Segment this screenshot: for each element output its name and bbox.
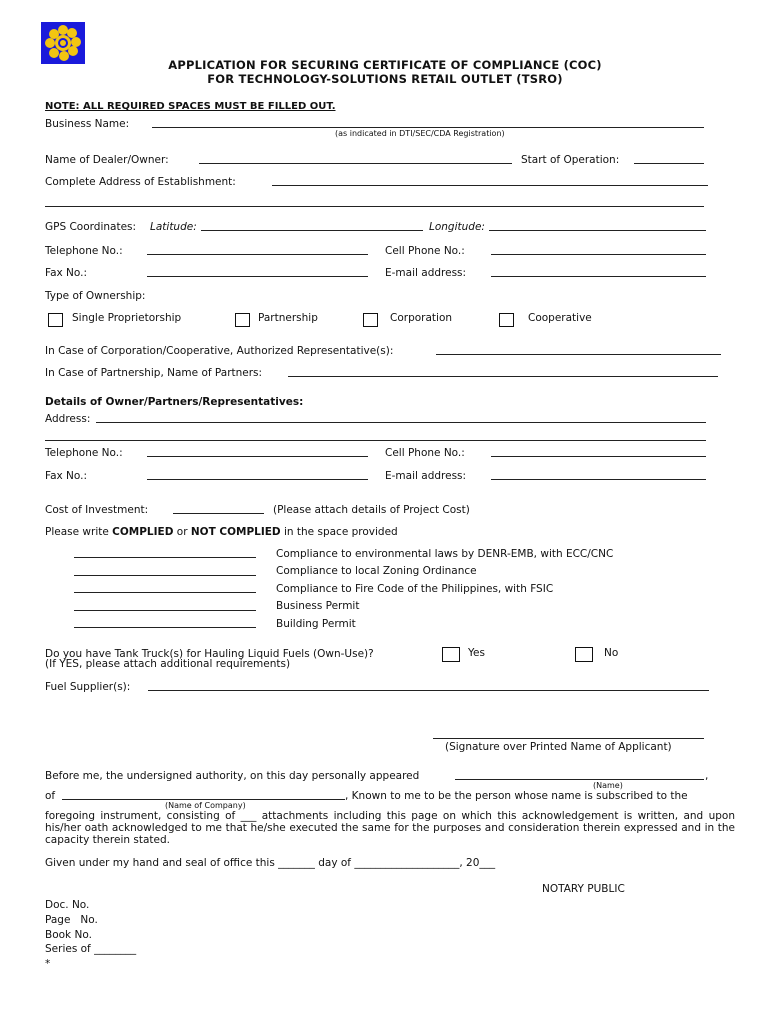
cellphone-label: Cell Phone No.:: [385, 245, 465, 257]
corporation-label: Corporation: [390, 312, 453, 324]
compliance-field-5[interactable]: [74, 627, 256, 628]
tank-truck-question: Do you have Tank Truck(s) for Hauling Liquid Fuels (Own-Use)?: [45, 648, 374, 660]
compliance-item-1: Compliance to environmental laws by DENR-EMB, with ECC/CNC: [276, 548, 614, 560]
owner-cellphone-field[interactable]: [491, 456, 706, 457]
start-operation-field[interactable]: [634, 163, 704, 164]
instr-not-complied: NOT COMPLIED: [190, 526, 281, 538]
owner-email-field[interactable]: [491, 479, 706, 480]
compliance-item-5: Building Permit: [276, 618, 356, 630]
compliance-instruction: [45, 526, 398, 538]
business-name-hint: (as indicated in DTI/SEC/CDA Registration): [335, 129, 505, 138]
agency-logo: [41, 22, 85, 64]
single-proprietorship-checkbox[interactable]: [48, 313, 63, 327]
dealer-owner-field[interactable]: [199, 163, 512, 164]
tank-truck-no-label: No: [604, 647, 619, 659]
instr-or: or: [176, 526, 188, 538]
compliance-item-2: Compliance to local Zoning Ordinance: [276, 565, 477, 577]
appeared-name-field[interactable]: [455, 779, 704, 780]
corp-coop-representative-field[interactable]: [436, 354, 721, 355]
signature-field[interactable]: [433, 738, 704, 739]
fax-label: Fax No.:: [45, 267, 88, 279]
ownership-type-label: Type of Ownership:: [45, 290, 146, 302]
start-operation-label: Start of Operation:: [521, 154, 620, 166]
cost-investment-label: Cost of Investment:: [45, 504, 149, 516]
tank-truck-yes-label: Yes: [468, 647, 485, 659]
title-line-2: FOR TECHNOLOGY-SOLUTIONS RETAIL OUTLET (TSRO): [207, 72, 563, 86]
given-under-hand: Given under my hand and seal of office this _______ day of ____________________, 20___: [45, 857, 496, 869]
instr-pre: Please write: [45, 526, 109, 538]
partners-field[interactable]: [288, 376, 718, 377]
business-name-field[interactable]: [152, 127, 704, 128]
owner-email-label: E-mail address:: [385, 470, 467, 482]
acknowledgement-paragraph: foregoing instrument, consisting of ___ attachments including this page on which this acknowledgement is written, and upon his/her oath acknowledged to me that he/she executed the same for the purposes and consideration therein expressed and in the capacity therein stated.: [45, 810, 735, 846]
title-line-1: APPLICATION FOR SECURING CERTIFICATE OF COMPLIANCE (COC): [168, 58, 602, 72]
name-hint: (Name): [593, 781, 623, 790]
asterisk: *: [45, 958, 51, 970]
compliance-item-3: Compliance to Fire Code of the Philippines, with FSIC: [276, 583, 554, 595]
cellphone-field[interactable]: [491, 254, 706, 255]
page-no: Page No.: [45, 914, 98, 926]
compliance-field-4[interactable]: [74, 610, 256, 611]
appeared-comma: ,: [705, 770, 709, 782]
series-of: Series of ________: [45, 943, 137, 955]
instr-complied: COMPLIED: [112, 526, 174, 538]
known-text: , Known to me to be the person whose name is subscribed to the: [345, 790, 688, 802]
complete-address-label: Complete Address of Establishment:: [45, 176, 236, 188]
telephone-label: Telephone No.:: [45, 245, 123, 257]
partnership-label: Partnership: [258, 312, 318, 324]
doc-no: Doc. No.: [45, 899, 90, 911]
corp-coop-representative-label: In Case of Corporation/Cooperative, Authorized Representative(s):: [45, 345, 394, 357]
dealer-owner-label: Name of Dealer/Owner:: [45, 154, 169, 166]
longitude-field[interactable]: [489, 230, 706, 231]
signature-caption: (Signature over Printed Name of Applicant): [445, 741, 672, 753]
tank-truck-yes-checkbox[interactable]: [442, 647, 460, 662]
cost-investment-note: (Please attach details of Project Cost): [273, 504, 470, 516]
company-name-field[interactable]: [62, 799, 345, 800]
latitude-label: Latitude:: [150, 221, 197, 233]
email-label: E-mail address:: [385, 267, 467, 279]
company-hint: (Name of Company): [165, 801, 246, 810]
fuel-supplier-label: Fuel Supplier(s):: [45, 681, 131, 693]
gps-label: GPS Coordinates:: [45, 221, 137, 233]
corporation-checkbox[interactable]: [363, 313, 378, 327]
note: NOTE: ALL REQUIRED SPACES MUST BE FILLED OUT.: [45, 101, 336, 112]
book-no: Book No.: [45, 929, 92, 941]
latitude-field[interactable]: [201, 230, 423, 231]
complete-address-field[interactable]: [272, 185, 708, 186]
owner-fax-label: Fax No.:: [45, 470, 88, 482]
email-field[interactable]: [491, 276, 706, 277]
compliance-field-2[interactable]: [74, 575, 256, 576]
cost-investment-field[interactable]: [173, 513, 264, 514]
partners-label: In Case of Partnership, Name of Partners:: [45, 367, 263, 379]
telephone-field[interactable]: [147, 254, 368, 255]
owner-cellphone-label: Cell Phone No.:: [385, 447, 465, 459]
before-me-text: Before me, the undersigned authority, on this day personally appeared: [45, 770, 420, 782]
longitude-label: Longitude:: [429, 221, 485, 233]
fuel-supplier-field[interactable]: [148, 690, 709, 691]
sun-seal-icon: [41, 22, 85, 64]
tank-truck-note: (If YES, please attach additional requirements): [45, 658, 291, 670]
compliance-field-3[interactable]: [74, 592, 256, 593]
fax-field[interactable]: [147, 276, 368, 277]
owner-fax-field[interactable]: [147, 479, 368, 480]
owner-details-heading: Details of Owner/Partners/Representatives:: [45, 396, 304, 408]
owner-address-field-2[interactable]: [45, 440, 706, 441]
business-name-label: Business Name:: [45, 118, 130, 130]
compliance-field-1[interactable]: [74, 557, 256, 558]
compliance-item-4: Business Permit: [276, 600, 360, 612]
complete-address-field-2[interactable]: [45, 206, 704, 207]
cooperative-label: Cooperative: [528, 312, 592, 324]
owner-telephone-field[interactable]: [147, 456, 368, 457]
of-text: of: [45, 790, 56, 802]
owner-address-field[interactable]: [96, 422, 706, 423]
owner-telephone-label: Telephone No.:: [45, 447, 123, 459]
notary-public-label: NOTARY PUBLIC: [542, 883, 625, 895]
cooperative-checkbox[interactable]: [499, 313, 514, 327]
tank-truck-no-checkbox[interactable]: [575, 647, 593, 662]
partnership-checkbox[interactable]: [235, 313, 250, 327]
instr-post: in the space provided: [284, 526, 398, 538]
single-proprietorship-label: Single Proprietorship: [72, 312, 182, 324]
owner-address-label: Address:: [45, 413, 91, 425]
